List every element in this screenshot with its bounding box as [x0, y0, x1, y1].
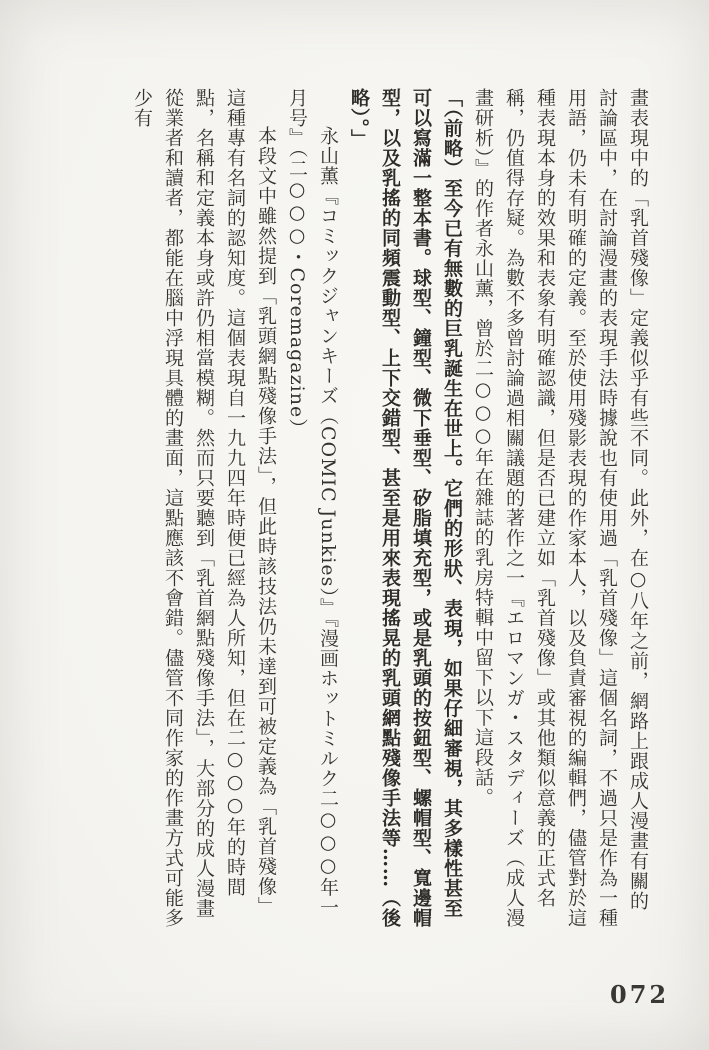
paragraph-body-continuation: 畫表現中的「乳首殘像」定義似乎有些不同。此外，在○八年之前，網路上跟成人漫畫有關的討論區中，在討論漫畫的表現手法時據說也有使用過「乳首殘像」這個名詞，不過只是作為一種用語，仍未有明確的定義。至於使用殘影表現的作家本人，以及負責審視的編輯們，儘管對於這種表現本身的效果和表象有明確認識，但是否已建立如「乳首殘像」或其他類似意義的正式名稱，仍值得存疑。為數不多曾討論過相關議題的著作之一『エロマンガ・スタディーズ（成人漫畫研析）』的作者永山薰，曾於二○○○年在雜誌的乳房特輯中留下以下這段話。	[472, 88, 649, 928]
vertical-text-area	[126, 88, 653, 928]
page-number: 072	[610, 980, 670, 1009]
paragraph-commentary: 本段文中雖然提到「乳頭網點殘像手法」，但此時該技法仍未達到可被定義為「乳首殘像」這種專有名詞的認知度。這個表現自一九九四年時便已經為人所知，但在二○○○年的時間點，名稱和定義本身或許仍相當模糊。然而只要聽到「乳首網點殘像手法」，大部分的成人漫畫從業者和讀者，都能在腦中浮現具體的畫面，這點應該不會錯。儘管不同作家的作畫方式可能多少有	[131, 88, 277, 928]
citation-source: 永山薫『コミックジャンキーズ（COMIC Junkies）』『漫画ホットミルク二○○○年一月号』（二○○○・Coremagazine）	[286, 88, 339, 918]
quoted-passage: 「（前略）至今已有無數的巨乳誕生在世上。它們的形狀、表現，如果仔細審視，其多樣性甚至可以寫滿一整本書。球型、鐘型、微下垂型、矽脂填充型，或是乳頭的按鈕型、螺帽型、寬邊帽型，以及乳搖的同頻震動型、上下交錯型、甚至是用來表現搖晃的乳頭網點殘像手法等……（後略）。」	[348, 88, 463, 928]
